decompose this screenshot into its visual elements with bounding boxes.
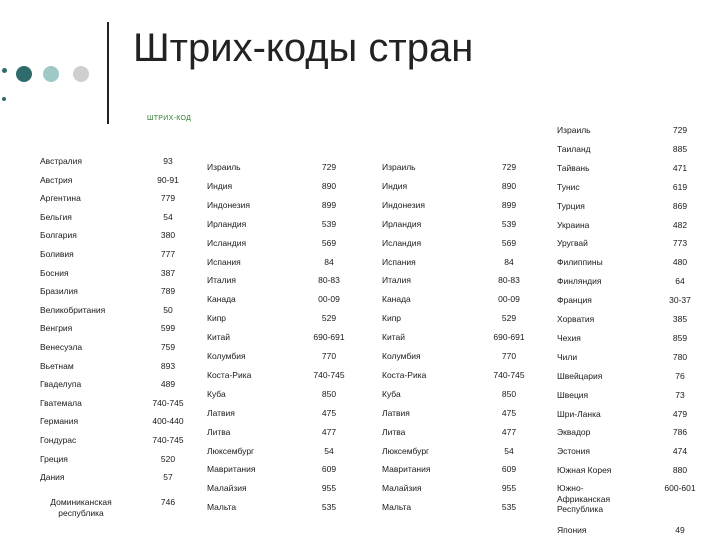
country-code: 480: [672, 257, 688, 268]
country-name: Литва: [382, 426, 406, 437]
country-code: 729: [672, 125, 688, 135]
country-name: Тайвань: [557, 162, 590, 173]
country-name: Ирландия: [382, 218, 422, 229]
country-code: 690-691: [493, 332, 525, 343]
country-name: Китай: [207, 332, 230, 343]
country-name: Босния: [40, 267, 69, 278]
country-code: 54: [163, 211, 173, 222]
country-name: Аргентина: [40, 193, 81, 204]
country-code: 535: [321, 502, 337, 513]
country-code: 54: [324, 445, 334, 456]
country-name: Литва: [207, 426, 231, 437]
country-name: Италия: [382, 275, 411, 286]
country-name: Доминиканская республика: [50, 497, 112, 518]
country-code: 93: [163, 156, 173, 166]
page-subtitle: ШТРИХ-КОД: [147, 115, 192, 122]
country-name: Боливия: [40, 249, 74, 259]
country-code: 880: [672, 465, 688, 476]
country-code: 30-37: [669, 295, 691, 306]
country-name: Австралия: [40, 156, 82, 166]
country-name: Израиль: [382, 162, 416, 172]
country-name: Украина: [557, 219, 590, 230]
country-code: 899: [501, 199, 517, 210]
country-name: Мальта: [207, 502, 237, 513]
country-code: 477: [501, 426, 517, 437]
country-name: Гондурас: [40, 435, 77, 445]
decor-dot-light: [43, 66, 59, 82]
country-name: Венгрия: [40, 323, 73, 334]
country-name: Шри-Ланка: [557, 408, 601, 419]
country-code: 569: [501, 237, 517, 248]
country-name: Латвия: [382, 407, 410, 418]
country-code: 773: [672, 238, 688, 249]
country-name: Финляндия: [557, 276, 602, 287]
country-name: Хорватия: [557, 314, 595, 324]
country-code: 740-745: [313, 369, 345, 380]
country-name: Венесуэла: [40, 342, 83, 352]
country-code: 609: [501, 464, 517, 475]
country-code: 893: [160, 360, 176, 371]
country-name: Гваделупа: [40, 379, 82, 390]
country-name: Испания: [382, 256, 416, 267]
country-name: Индия: [382, 180, 408, 191]
country-name: Коста-Рика: [382, 369, 427, 380]
country-name: Кипр: [207, 313, 227, 324]
country-name: Греция: [40, 453, 68, 464]
page-title: Штрих-коды стран: [133, 26, 474, 70]
country-name: Бразилия: [40, 286, 78, 297]
country-name: Мавритания: [207, 464, 256, 475]
country-code: 859: [672, 332, 688, 343]
country-name: Малайзия: [207, 483, 247, 494]
country-code: 885: [672, 143, 688, 154]
country-code: 729: [321, 162, 337, 172]
country-code: 850: [501, 388, 517, 399]
country-code: 619: [672, 181, 688, 192]
country-name: Канада: [382, 294, 411, 305]
country-code: 740-745: [152, 435, 184, 445]
country-code: 474: [672, 446, 688, 457]
country-name: Малайзия: [382, 483, 422, 494]
country-code: 786: [672, 427, 688, 438]
country-code: 777: [160, 249, 176, 259]
country-code: 770: [501, 351, 517, 361]
country-name: Мальта: [382, 502, 412, 513]
country-name: Германия: [40, 416, 79, 427]
country-name: Гватемала: [40, 397, 82, 408]
country-name: Коста-Рика: [207, 369, 252, 380]
country-name: Мавритания: [382, 464, 431, 475]
country-name: Чили: [557, 351, 578, 362]
country-code: 740-745: [152, 397, 184, 408]
country-code: 789: [160, 286, 176, 297]
country-code: 599: [160, 323, 176, 334]
country-code: 471: [672, 162, 688, 173]
country-code: 00-09: [318, 294, 340, 305]
country-code: 475: [501, 407, 517, 418]
title-divider: [107, 22, 109, 124]
country-code: 740-745: [493, 369, 525, 380]
country-code: 80-83: [498, 275, 520, 286]
country-name: Куба: [207, 388, 226, 399]
country-code: 850: [321, 388, 337, 399]
country-name: Италия: [207, 275, 236, 286]
country-code: 80-83: [318, 275, 340, 286]
country-code: 482: [672, 219, 688, 230]
country-name: Кипр: [382, 313, 402, 324]
country-code: 729: [501, 162, 517, 172]
country-name: Южная Корея: [557, 465, 612, 476]
decor-dot-gray: [73, 66, 89, 82]
country-name: Индонезия: [382, 199, 425, 210]
country-name: Куба: [382, 388, 401, 399]
country-name: Эстония: [557, 446, 590, 457]
country-code: 890: [321, 180, 337, 191]
country-name: Франция: [557, 295, 592, 306]
country-code: 54: [504, 445, 514, 456]
country-name: Канада: [207, 294, 236, 305]
country-code: 899: [321, 199, 337, 210]
country-code: 84: [504, 256, 514, 267]
country-code: 955: [321, 483, 337, 494]
country-name: Чехия: [557, 332, 581, 343]
country-code: 539: [321, 218, 337, 229]
country-code: 780: [672, 351, 688, 362]
country-name: Испания: [207, 256, 241, 267]
country-code: 869: [672, 200, 688, 211]
country-code: 569: [321, 237, 337, 248]
country-code: 477: [321, 426, 337, 437]
country-code: 400-440: [152, 416, 184, 427]
decor-dot-dark: [16, 66, 32, 82]
country-name: Бельгия: [40, 211, 72, 222]
country-code: 475: [321, 407, 337, 418]
country-name: Люксембург: [382, 445, 430, 456]
country-name: Турция: [557, 200, 585, 211]
country-name: Уругвай: [557, 238, 588, 249]
country-name: Южно-Африканская Республика: [557, 483, 611, 515]
country-code: 529: [321, 313, 337, 324]
country-code: 84: [324, 256, 334, 267]
country-name: Индия: [207, 180, 233, 191]
country-name: Ирландия: [207, 218, 247, 229]
country-name: Исландия: [207, 237, 247, 248]
country-name: Филиппины: [557, 257, 603, 268]
country-name: Люксембург: [207, 445, 255, 456]
country-code: 00-09: [498, 294, 520, 305]
country-code: 76: [675, 370, 685, 381]
country-name: Япония: [557, 525, 587, 535]
country-code: 49: [675, 525, 685, 535]
country-name: Колумбия: [207, 351, 246, 361]
country-name: Эквадор: [557, 427, 591, 438]
decor-dot-small: [2, 97, 6, 101]
country-code: 64: [675, 276, 685, 287]
country-code: 746: [160, 497, 176, 507]
country-code: 479: [672, 408, 688, 419]
country-code: 57: [163, 472, 173, 483]
country-name: Израиль: [207, 162, 241, 172]
country-code: 955: [501, 483, 517, 494]
country-code: 73: [675, 389, 685, 400]
country-code: 385: [672, 314, 688, 324]
country-name: Израиль: [557, 125, 591, 135]
country-code: 600-601: [664, 483, 696, 493]
country-code: 770: [321, 351, 337, 361]
country-name: Исландия: [382, 237, 422, 248]
country-code: 535: [501, 502, 517, 513]
country-code: 90-91: [157, 174, 179, 185]
country-code: 609: [321, 464, 337, 475]
decor-dot-small: [2, 68, 7, 73]
country-code: 529: [501, 313, 517, 324]
country-code: 50: [163, 304, 173, 315]
country-code: 489: [160, 379, 176, 390]
country-code: 520: [160, 453, 176, 464]
country-name: Вьетнам: [40, 360, 74, 371]
country-code: 380: [160, 230, 176, 241]
country-code: 759: [160, 342, 176, 352]
country-code: 387: [160, 267, 176, 278]
country-name: Латвия: [207, 407, 235, 418]
country-name: Болгария: [40, 230, 77, 241]
country-name: Дания: [40, 472, 65, 483]
country-code: 890: [501, 180, 517, 191]
country-code: 779: [160, 193, 176, 204]
country-name: Австрия: [40, 174, 73, 185]
country-name: Индонезия: [207, 199, 250, 210]
country-code: 690-691: [313, 332, 345, 343]
country-name: Тунис: [557, 181, 580, 192]
country-name: Китай: [382, 332, 405, 343]
country-name: Великобритания: [40, 304, 106, 315]
country-name: Таиланд: [557, 143, 591, 154]
country-code: 539: [501, 218, 517, 229]
country-name: Швейцария: [557, 370, 603, 381]
country-name: Швеция: [557, 389, 589, 400]
country-name: Колумбия: [382, 351, 421, 361]
